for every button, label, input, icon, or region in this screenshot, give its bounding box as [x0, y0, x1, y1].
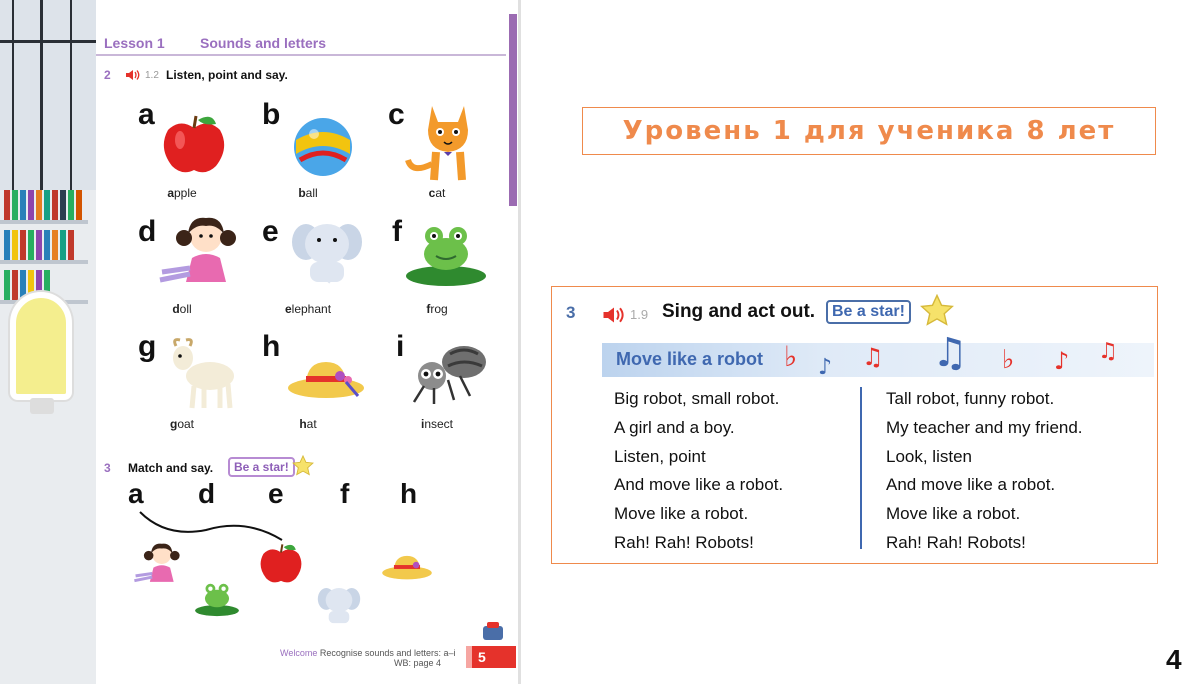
overlay-title: Уровень 1 для ученика 8 лет — [622, 116, 1116, 146]
apple-icon — [160, 114, 228, 176]
ball-icon — [292, 116, 354, 178]
music-note-icon: ♪ — [1054, 347, 1070, 375]
letter: b — [262, 98, 281, 131]
star-icon — [292, 455, 314, 477]
lyric-line: And move like a robot. — [886, 475, 1056, 494]
letter: f — [392, 215, 402, 248]
lyric-line: And move like a robot. — [614, 475, 784, 494]
overlay-title-box — [582, 107, 1156, 155]
column-divider — [860, 387, 862, 549]
letter: h — [262, 330, 281, 363]
lyric-line: Move like a robot. — [614, 504, 749, 523]
word-cat: cat — [428, 186, 446, 200]
star-icon — [920, 294, 954, 328]
exercise-number: 3 — [104, 461, 111, 475]
word-ball: ball — [298, 186, 318, 200]
letter: i — [396, 330, 405, 363]
match-letter: d — [198, 478, 216, 509]
lyric-line: My teacher and my friend. — [886, 418, 1083, 437]
speaker-icon[interactable] — [125, 69, 141, 81]
beamed-notes-icon: ♫ — [862, 343, 884, 371]
lyric-line: Move like a robot. — [886, 504, 1021, 523]
goat-icon — [166, 336, 238, 412]
page-number: 5 — [472, 646, 516, 668]
speaker-icon[interactable] — [602, 306, 626, 324]
word-hat: hat — [299, 417, 317, 431]
elephant-icon — [290, 214, 364, 290]
beamed-notes-icon: ♫ — [1098, 339, 1118, 364]
song-panel — [551, 286, 1158, 564]
letter: e — [262, 215, 279, 248]
lyric-line: Rah! Rah! Robots! — [614, 533, 754, 552]
page-tab — [509, 14, 517, 206]
exercise-number: 2 — [104, 68, 111, 82]
song-title: Move like a robot — [616, 349, 764, 369]
lesson-label: Lesson 1 — [104, 35, 165, 51]
letter: c — [388, 98, 405, 131]
audio-track: 1.2 — [145, 70, 159, 81]
elephant-icon — [316, 582, 362, 628]
audio-track: 1.9 — [630, 307, 649, 322]
exercise-instruction: Match and say. — [128, 461, 214, 475]
song-title-band — [602, 330, 1154, 380]
word-frog: frog — [426, 302, 448, 316]
textbook-page — [0, 0, 520, 684]
hat-icon — [380, 552, 434, 582]
match-letter: h — [400, 478, 418, 509]
insect-icon — [404, 336, 490, 408]
footer-workbook: WB: page 4 — [394, 658, 442, 668]
cat-icon — [402, 94, 492, 186]
match-letter: e — [268, 478, 284, 509]
music-note-icon: ♪ — [818, 355, 833, 380]
exercise-number: 3 — [566, 303, 576, 322]
lyric-line: Tall robot, funny robot. — [886, 389, 1055, 408]
word-goat: goat — [169, 417, 195, 431]
classroom-illustration — [0, 0, 96, 684]
slide-number: 4 — [1166, 644, 1182, 675]
word-doll: doll — [172, 302, 192, 316]
letter: a — [138, 98, 155, 131]
window-illustration — [0, 0, 96, 190]
doll-icon — [156, 212, 240, 292]
be-a-star-badge: Be a star! — [228, 457, 295, 477]
beamed-notes-icon: ♫ — [932, 330, 968, 376]
lyric-line: Rah! Rah! Robots! — [886, 533, 1026, 552]
frog-icon — [194, 578, 240, 618]
robot-icon — [480, 620, 506, 642]
doll-icon — [132, 540, 182, 588]
lesson-title: Sounds and letters — [200, 35, 327, 51]
lyric-line: Look, listen — [886, 447, 972, 466]
song-instruction: Sing and act out. — [662, 301, 816, 322]
lyric-line: A girl and a boy. — [614, 418, 735, 437]
flat-note-icon: ♭ — [1002, 345, 1015, 375]
lesson-header — [96, 30, 506, 56]
frog-icon — [404, 218, 488, 288]
lyric-line: Big robot, small robot. — [614, 389, 780, 408]
footer-section: Welcome — [280, 648, 318, 658]
match-letter: f — [340, 478, 350, 509]
exercise-instruction: Listen, point and say. — [166, 68, 288, 82]
footer-objective: Recognise sounds and letters: a–i — [319, 648, 456, 658]
match-letter: a — [128, 478, 144, 509]
be-a-star-badge: Be a star! — [826, 300, 911, 324]
letter: g — [138, 330, 157, 363]
hat-icon — [286, 356, 366, 402]
word-insect: insect — [420, 417, 454, 431]
chair-illustration — [10, 292, 72, 400]
page-divider — [518, 0, 521, 684]
flat-note-icon: ♭ — [784, 340, 798, 373]
word-elephant: elephant — [284, 302, 332, 316]
apple-icon — [258, 542, 304, 586]
word-apple: apple — [167, 186, 197, 200]
letter: d — [138, 215, 157, 248]
lyric-line: Listen, point — [614, 447, 706, 466]
